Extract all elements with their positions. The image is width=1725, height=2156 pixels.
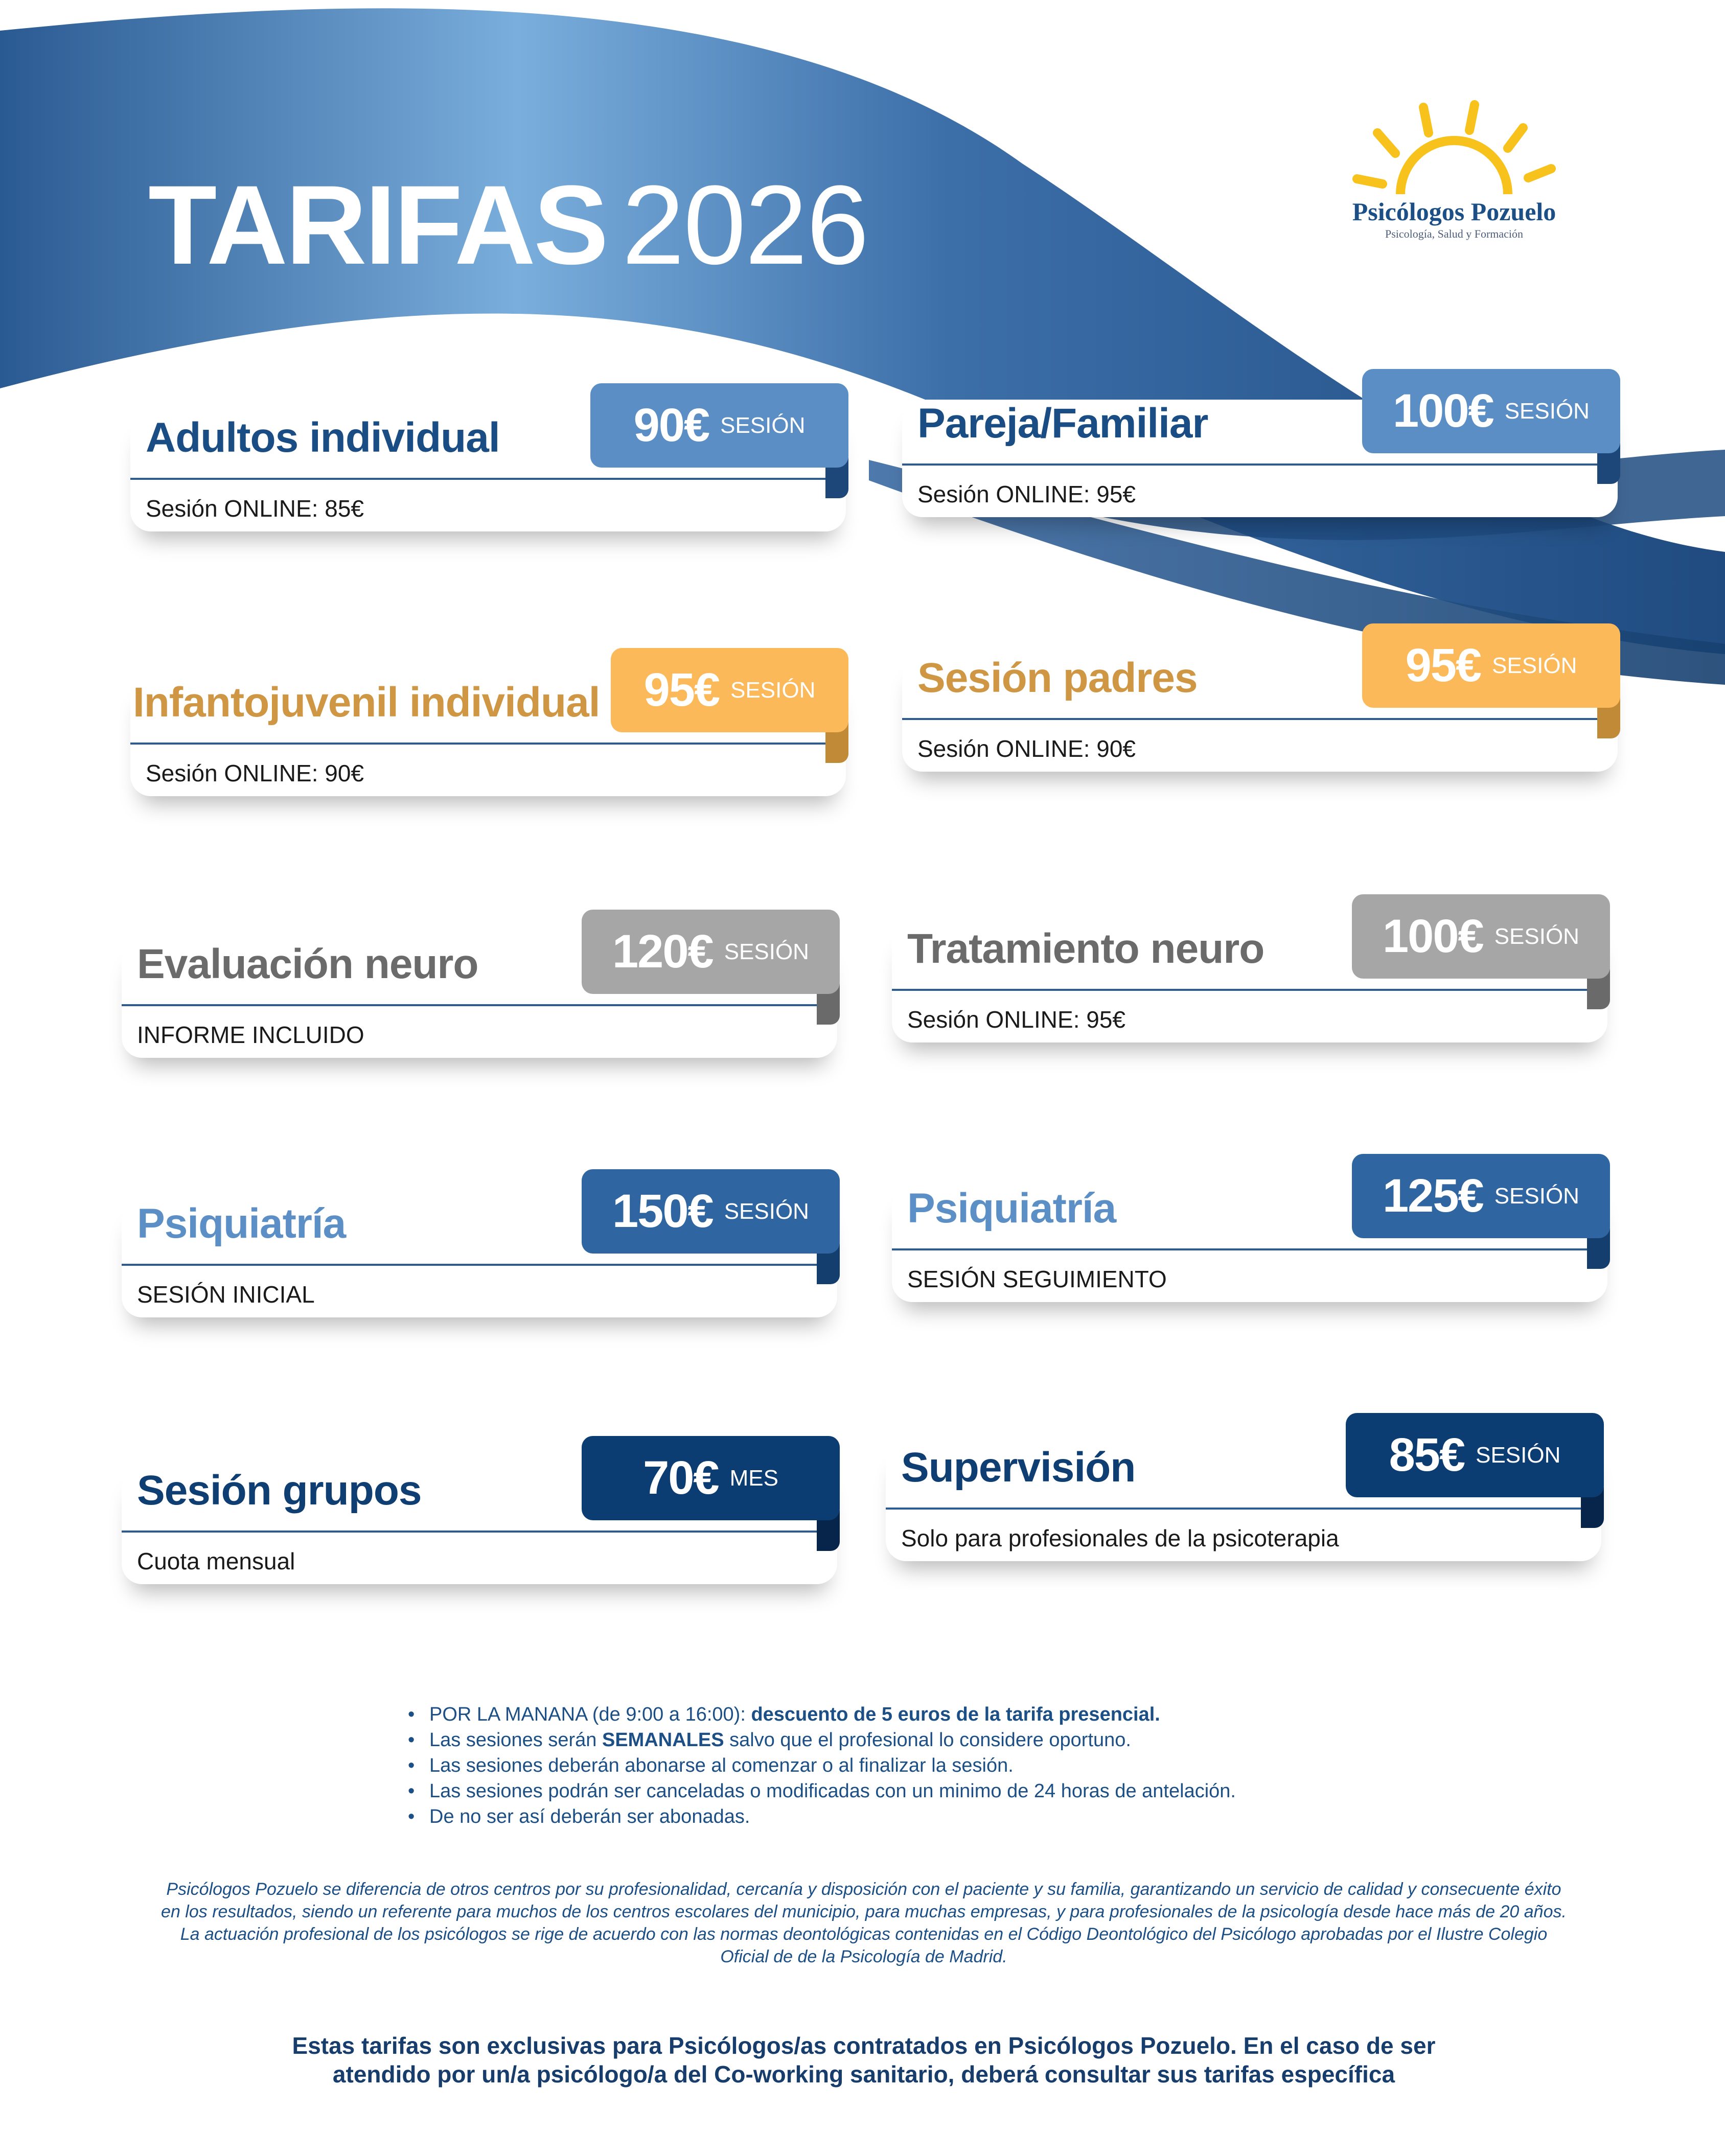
rate-detail: SESIÓN INICIAL bbox=[137, 1281, 315, 1308]
condition-item bbox=[404, 1753, 1236, 1778]
price-unit: SESIÓN bbox=[720, 412, 806, 438]
rate-detail: Solo para profesionales de la psicoterapia bbox=[901, 1525, 1339, 1551]
price-unit: SESIÓN bbox=[724, 1198, 809, 1224]
condition-text: Las sesiones serán bbox=[429, 1729, 602, 1751]
price-amount: 70€ bbox=[643, 1452, 719, 1504]
rate-detail: Cuota mensual bbox=[137, 1548, 295, 1574]
rate-detail: Sesión ONLINE: 95€ bbox=[917, 481, 1136, 507]
footer-notice bbox=[153, 2031, 1574, 2089]
rate-name: Supervisión bbox=[901, 1444, 1136, 1491]
price-amount: 95€ bbox=[1405, 639, 1481, 691]
price-badge bbox=[1362, 623, 1620, 708]
divider bbox=[902, 463, 1597, 466]
rate-name: Tratamiento neuro bbox=[907, 925, 1264, 972]
condition-text: POR LA MANANA (de 9:00 a 16:00): bbox=[429, 1704, 751, 1725]
conditions-list bbox=[404, 1702, 1236, 1829]
price-unit: SESIÓN bbox=[1494, 923, 1579, 949]
rate-card-evaluacion-neuro bbox=[122, 910, 837, 1063]
price-badge bbox=[1352, 894, 1610, 979]
price-unit: SESIÓN bbox=[1476, 1442, 1561, 1468]
about-line: en los resultados, siendo un referente para muchos de los centros escolares del municipio, para muchas empresas, y para profesionales de la psicología desde hace más de 20 años. bbox=[161, 1902, 1567, 1921]
about-line: La actuación profesional de los psicólogos se rige de acuerdo con las normas deontológicas contenidas en el Código Deontológico del Psicólogo aprobadas por el Ilustre Colegio bbox=[180, 1925, 1548, 1944]
condition-emphasis: descuento de 5 euros de la tarifa presencial. bbox=[751, 1704, 1160, 1725]
rate-card-adultos bbox=[130, 383, 846, 537]
price-badge bbox=[1352, 1154, 1610, 1238]
condition-text-end: salvo que el profesional lo considere oportuno. bbox=[724, 1729, 1131, 1751]
price-badge bbox=[1362, 369, 1620, 453]
price-unit: SESIÓN bbox=[1492, 653, 1577, 678]
price-unit: SESIÓN bbox=[1504, 398, 1590, 424]
rate-card-psiquiatria-seguimiento bbox=[892, 1154, 1607, 1307]
rate-detail: Sesión ONLINE: 90€ bbox=[146, 760, 364, 786]
sun-rays-icon bbox=[1347, 97, 1561, 194]
rate-card-pareja bbox=[902, 369, 1618, 522]
price-amount: 95€ bbox=[643, 664, 720, 716]
divider bbox=[902, 718, 1597, 720]
divider bbox=[122, 1531, 817, 1533]
title-year: 2026 bbox=[622, 162, 868, 288]
rate-detail: Sesión ONLINE: 85€ bbox=[146, 495, 364, 522]
logo-name: Psicólogos Pozuelo bbox=[1352, 197, 1556, 226]
divider bbox=[892, 1248, 1587, 1250]
price-badge bbox=[582, 1436, 840, 1520]
title-main: TARIFAS bbox=[148, 162, 607, 288]
rate-detail: Sesión ONLINE: 95€ bbox=[907, 1006, 1126, 1033]
condition-item bbox=[404, 1727, 1236, 1753]
price-amount: 125€ bbox=[1383, 1170, 1483, 1222]
price-badge bbox=[611, 648, 848, 732]
price-amount: 120€ bbox=[612, 925, 713, 978]
divider bbox=[130, 478, 825, 480]
rate-card-sesion-padres bbox=[902, 623, 1618, 777]
condition-emphasis: SEMANALES bbox=[602, 1729, 724, 1751]
rate-name: Psiquiatría bbox=[907, 1185, 1116, 1232]
price-amount: 85€ bbox=[1389, 1429, 1465, 1481]
price-unit: SESIÓN bbox=[1494, 1183, 1579, 1209]
brand-logo bbox=[1339, 97, 1569, 250]
rate-detail: INFORME INCLUIDO bbox=[137, 1022, 364, 1048]
price-amount: 90€ bbox=[633, 399, 709, 451]
rate-name: Infantojuvenil individual bbox=[133, 679, 600, 726]
about-line: Psicólogos Pozuelo se diferencia de otros centros por su profesionalidad, cercanía y disposición con el paciente y su familia, garantizando un servicio de calidad y consecuente éxito bbox=[166, 1880, 1561, 1899]
rate-name: Evaluación neuro bbox=[137, 941, 478, 987]
divider bbox=[130, 743, 825, 745]
rate-card-infantojuvenil bbox=[130, 648, 846, 801]
price-amount: 100€ bbox=[1393, 385, 1493, 437]
rate-name: Sesión padres bbox=[917, 655, 1198, 701]
condition-text: Las sesiones podrán ser canceladas o modificadas con un minimo de 24 horas de antelación. bbox=[429, 1780, 1236, 1802]
price-unit: SESIÓN bbox=[724, 939, 809, 964]
rate-name: Adultos individual bbox=[146, 414, 500, 461]
about-line: Oficial de de la Psicología de Madrid. bbox=[720, 1947, 1007, 1966]
divider bbox=[122, 1264, 817, 1266]
condition-text: De no ser así deberán ser abonadas. bbox=[429, 1806, 750, 1827]
price-unit: SESIÓN bbox=[730, 677, 816, 703]
price-badge bbox=[1346, 1413, 1604, 1497]
divider bbox=[886, 1508, 1581, 1510]
condition-item bbox=[404, 1778, 1236, 1804]
price-badge bbox=[582, 1169, 840, 1254]
rate-card-tratamiento-neuro bbox=[892, 894, 1607, 1048]
rate-card-sesion-grupos bbox=[122, 1436, 837, 1589]
divider bbox=[122, 1004, 817, 1006]
price-badge bbox=[582, 910, 840, 994]
price-unit: MES bbox=[729, 1465, 778, 1491]
rate-detail: SESIÓN SEGUIMIENTO bbox=[907, 1266, 1167, 1292]
footer-line: Estas tarifas son exclusivas para Psicólogos/as contratados en Psicólogos Pozuelo. En el caso de ser bbox=[292, 2032, 1436, 2059]
price-badge bbox=[590, 383, 848, 468]
page-title bbox=[148, 162, 868, 288]
rate-name: Pareja/Familiar bbox=[917, 400, 1208, 447]
condition-text: Las sesiones deberán abonarse al comenzar o al finalizar la sesión. bbox=[429, 1755, 1014, 1776]
about-paragraph bbox=[72, 1878, 1656, 1968]
rate-name: Psiquiatría bbox=[137, 1200, 346, 1247]
price-amount: 100€ bbox=[1383, 910, 1483, 962]
condition-item bbox=[404, 1804, 1236, 1829]
condition-item bbox=[404, 1702, 1236, 1727]
divider bbox=[892, 989, 1587, 991]
rate-name: Sesión grupos bbox=[137, 1467, 422, 1514]
logo-tagline: Psicología, Salud y Formación bbox=[1385, 227, 1524, 240]
rate-detail: Sesión ONLINE: 90€ bbox=[917, 735, 1136, 762]
price-amount: 150€ bbox=[612, 1185, 713, 1237]
rate-card-supervision bbox=[886, 1413, 1601, 1566]
footer-line: atendido por un/a psicólogo/a del Co-working sanitario, deberá consultar sus tarifas específica bbox=[332, 2061, 1395, 2088]
rate-card-psiquiatria-inicial bbox=[122, 1169, 837, 1323]
